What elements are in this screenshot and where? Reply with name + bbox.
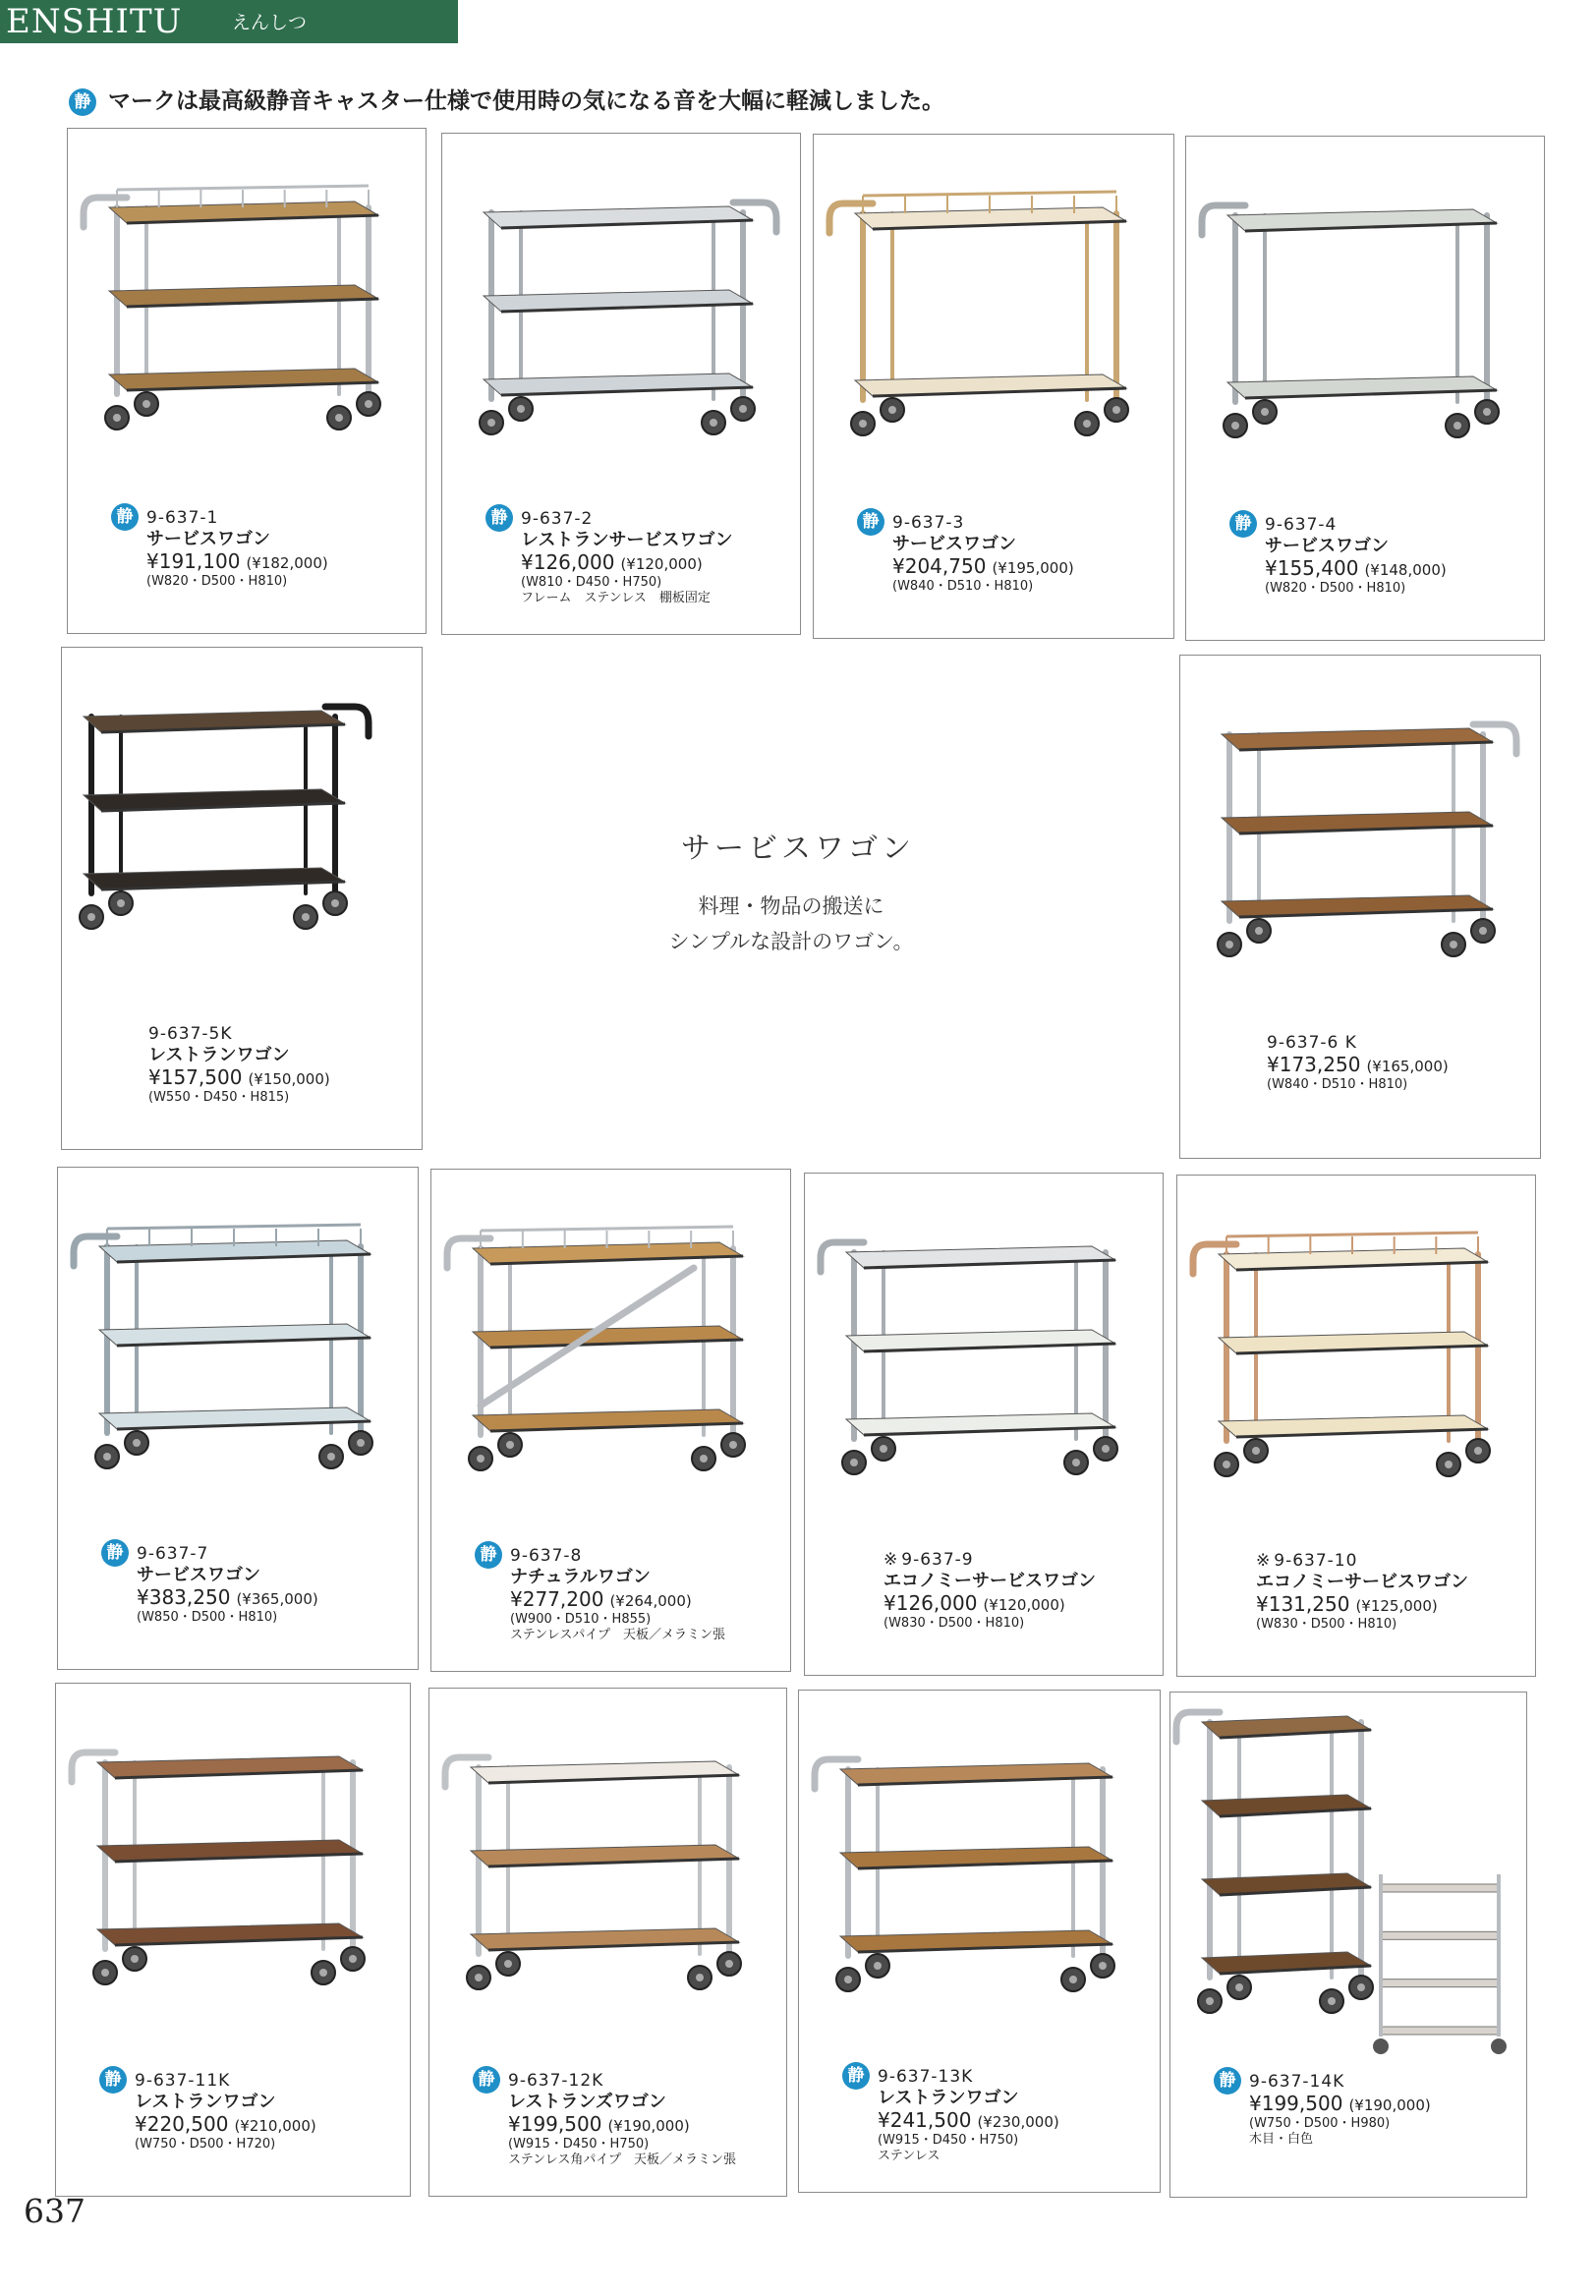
product-name: サービスワゴン [892,534,1016,554]
caster-hub [1261,408,1269,416]
caster-hub [1083,420,1091,428]
product-info [884,1549,1096,1632]
product-price-row [521,551,732,575]
product-name: レストランワゴン [148,1045,290,1065]
product-price-excl-tax: (¥210,000) [234,2117,316,2135]
product-code: 9-637-5K [148,1024,233,1044]
caster-hub [517,405,525,413]
product-card [57,1167,419,1670]
caster-hub [1328,1997,1336,2005]
caster-hub [710,419,717,427]
caster-hub [1255,927,1263,935]
caster-hub [1072,1459,1080,1466]
product-code-row [478,2070,736,2092]
caster-hub [319,1969,327,1977]
cart-illustration [1176,1712,1507,2054]
product-name: エコノミーサービスワゴン [1256,1572,1468,1592]
product-info [478,2070,736,2168]
cart-illustration [1193,1233,1490,1476]
cart-illustration [1202,205,1499,437]
product-price: ¥277,200 [510,1587,604,1611]
product-card [430,1169,791,1672]
silent-mark-icon: 静 [111,503,139,531]
mini-caster-icon [1491,2038,1507,2054]
mini-cart-shelf [1381,1931,1499,1939]
product-info [1267,1032,1449,1093]
product-code: 9-637-9 [901,1550,974,1570]
product-price-row [137,1586,318,1610]
section-title: サービスワゴン [681,832,915,866]
caster-hub [1357,1983,1365,1991]
product-info [104,2070,316,2152]
silent-mark-icon: 静 [1214,2067,1241,2095]
product-price-row [135,2113,316,2137]
product-price-excl-tax: (¥190,000) [1348,2096,1431,2114]
economy-mark: ※ [884,1550,898,1570]
caster-hub [331,899,339,907]
section-description-line-2: シンプルな設計のワゴン。 [668,930,914,953]
product-info [1234,514,1447,597]
cart-illustration [84,186,380,430]
silent-mark-icon: 静 [485,504,513,532]
product-price: ¥204,750 [892,554,987,578]
product-code: 9-637-3 [892,513,965,533]
caster-hub [874,1962,882,1970]
product-price-row [146,550,328,574]
silent-mark-icon: 静 [842,2062,870,2090]
product-info [490,508,733,606]
product-info [862,512,1074,595]
cart-illustration [815,1759,1114,1991]
product-name: レストランサービスワゴン [521,530,733,550]
product-code: 9-637-4 [1265,515,1338,535]
header-banner [0,0,458,43]
product-info [1256,1550,1468,1633]
product-code: 9-637-14K [1249,2072,1345,2092]
cart-illustration [821,1242,1117,1474]
product-price-excl-tax: (¥190,000) [607,2117,690,2135]
product-card [1185,136,1545,641]
caster-hub [133,1439,141,1447]
caster-hub [1231,422,1239,430]
economy-mark: ※ [1256,1551,1271,1571]
product-price-row [892,555,1074,579]
caster-hub [302,913,310,921]
product-price-row [1256,1593,1468,1617]
product-info [847,2066,1059,2164]
caster-hub [888,406,896,414]
cart-illustration [1218,724,1516,956]
caster-hub [131,1955,139,1963]
product-note: フレーム ステンレス 棚板固定 [521,591,711,605]
product-price: ¥157,500 [148,1065,243,1089]
silent-mark-icon: 静 [69,88,96,116]
product-name: サービスワゴン [146,529,270,549]
product-price-excl-tax: (¥150,000) [248,1070,330,1088]
product-name: エコノミーサービスワゴン [884,1571,1096,1591]
silent-mark-icon: 静 [857,508,884,536]
product-code: 9-637-2 [521,509,594,529]
caster-hub [487,419,495,427]
product-price-excl-tax: (¥195,000) [992,559,1074,577]
cart-rail [117,186,369,190]
product-dimensions: (W820・D500・H810) [146,574,288,589]
product-note: ステンレスパイプ 天板／メラミン張 [510,1628,725,1642]
product-card [61,647,423,1150]
product-price: ¥199,500 [508,2112,602,2136]
product-dimensions: (W750・D500・H980) [1249,2116,1391,2131]
product-price: ¥173,250 [1267,1053,1361,1076]
product-dimensions: (W850・D500・H810) [137,1610,278,1625]
silent-mark-icon: 静 [473,2066,500,2094]
product-code: 9-637-10 [1274,1551,1358,1571]
product-price: ¥126,000 [521,550,615,574]
cart-illustration [480,202,776,434]
product-code: 9-637-7 [137,1544,209,1564]
silent-caster-notice [69,83,944,116]
notice-text: マークは最高級静音キャスター仕様で使用時の気になる音を大幅に軽減しました。 [108,88,945,114]
product-note: ステンレス角パイプ 天板／メラミン張 [508,2152,736,2167]
product-note: ステンレス [878,2149,940,2163]
caster-hub [1112,406,1120,414]
product-price-excl-tax: (¥264,000) [609,1592,692,1610]
product-price-row [148,1066,330,1090]
product-dimensions: (W915・D450・H750) [878,2133,1019,2148]
cart-rail [1226,1233,1478,1236]
product-dimensions: (W820・D500・H810) [1265,581,1406,596]
silent-mark-icon: 静 [475,1541,502,1569]
section-description [658,889,924,959]
product-code-row [148,1023,330,1045]
product-code-row [106,1543,318,1565]
caster-hub [1445,1461,1453,1468]
cart-rail [107,1225,361,1229]
page-number: 637 [24,2192,86,2230]
product-code-row [116,507,328,529]
caster-hub [113,414,121,422]
product-card [798,1690,1161,2193]
product-price-row [1267,1054,1449,1077]
product-price-excl-tax: (¥182,000) [246,554,328,572]
cart-illustration [72,1752,365,1984]
silent-mark-icon: 静 [99,2066,127,2094]
caster-hub [1450,941,1457,948]
product-info [1219,2071,1431,2148]
caster-hub [87,913,95,921]
mini-caster-icon [1373,2038,1389,2054]
product-note: 木目・白色 [1249,2132,1314,2147]
caster-hub [142,400,150,408]
product-card [67,128,427,634]
caster-hub [1479,927,1487,935]
cart-illustration [80,707,369,929]
product-name: レストランワゴン [878,2088,1019,2108]
product-price-excl-tax: (¥120,000) [983,1596,1065,1614]
product-name: サービスワゴン [137,1565,260,1585]
product-code-row [1256,1550,1468,1572]
caster-hub [729,1441,737,1449]
product-code-row [884,1549,1096,1571]
product-code: 9-637-13K [878,2067,974,2087]
product-dimensions: (W840・D510・H810) [892,579,1034,594]
product-price: ¥383,250 [137,1585,231,1609]
product-price: ¥199,500 [1249,2092,1343,2115]
product-card [813,134,1174,639]
caster-hub [1223,1461,1230,1468]
product-card [428,1688,787,2197]
product-code-row [1234,514,1447,536]
product-info [106,1543,318,1626]
product-info [480,1545,725,1643]
product-info [148,1023,330,1106]
mini-cart-shelf [1381,1884,1499,1892]
mini-cart-shelf [1381,2027,1499,2035]
cart-illustration [74,1225,372,1468]
product-price-row [1249,2093,1431,2116]
product-dimensions: (W900・D510・H855) [510,1612,652,1627]
product-code: 9-637-11K [135,2071,231,2091]
product-code-row [104,2070,316,2092]
cart-rail [481,1227,733,1231]
caster-hub [859,420,867,428]
product-dimensions: (W915・D450・H750) [508,2137,650,2152]
product-dimensions: (W840・D510・H810) [1267,1077,1408,1092]
caster-hub [504,1960,512,1968]
mini-cart-shelf [1381,1980,1499,1987]
product-card [1179,655,1541,1159]
caster-hub [475,1974,483,1981]
caster-hub [1483,408,1491,416]
product-price-row [508,2113,736,2137]
caster-hub [1252,1447,1260,1455]
caster-hub [880,1445,887,1453]
caster-hub [335,414,343,422]
caster-hub [349,1955,357,1963]
product-dimensions: (W750・D500・H720) [135,2137,276,2152]
product-card [55,1683,411,2197]
caster-hub [117,899,125,907]
product-dimensions: (W830・D500・H810) [1256,1617,1397,1632]
product-dimensions: (W550・D450・H815) [148,1090,290,1105]
product-code: 9-637-6 K [1267,1033,1357,1053]
product-code: 9-637-12K [508,2071,604,2091]
caster-hub [1102,1445,1110,1453]
section-description-line-1: 料理・物品の搬送に [698,894,884,918]
product-price: ¥220,500 [135,2112,229,2136]
product-card [441,133,801,635]
caster-hub [696,1974,704,1981]
product-dimensions: (W830・D500・H810) [884,1616,1025,1631]
product-card [1169,1692,1527,2198]
product-price: ¥131,250 [1256,1592,1350,1616]
product-card [804,1173,1164,1676]
caster-hub [739,405,747,413]
silent-mark-icon: 静 [1229,510,1257,538]
product-code: 9-637-8 [510,1546,583,1566]
product-price-excl-tax: (¥148,000) [1364,561,1447,579]
product-price: ¥155,400 [1265,556,1359,580]
caster-hub [506,1441,514,1449]
cart-illustration [447,1227,745,1470]
silent-mark-icon: 静 [101,1539,129,1567]
product-code-row [1219,2071,1431,2093]
caster-hub [103,1453,111,1461]
caster-hub [844,1976,852,1983]
product-price: ¥241,500 [878,2108,972,2132]
product-card [1176,1175,1536,1677]
product-price-row [878,2109,1059,2133]
caster-hub [850,1459,858,1466]
product-code-row [847,2066,1059,2088]
cart-illustration [829,192,1128,435]
cart-illustration [445,1757,741,1989]
product-price: ¥126,000 [884,1591,978,1615]
product-name: レストランワゴン [135,2092,276,2112]
product-price-row [510,1588,725,1612]
product-price-excl-tax: (¥120,000) [620,555,703,573]
caster-hub [1235,1983,1243,1991]
caster-hub [1226,941,1233,948]
product-name: ナチュラルワゴン [510,1567,651,1587]
caster-hub [1069,1976,1077,1983]
caster-hub [700,1455,708,1463]
caster-hub [1454,422,1461,430]
brand-kana: えんしつ [232,12,308,33]
caster-hub [357,1439,365,1447]
product-price: ¥191,100 [146,549,241,573]
product-code-row [862,512,1074,534]
product-price-excl-tax: (¥365,000) [236,1590,318,1608]
caster-hub [725,1960,733,1968]
cart-rail [863,192,1116,196]
product-price-excl-tax: (¥230,000) [977,2113,1059,2131]
product-code-row [480,1545,725,1567]
product-code-row [490,508,732,530]
caster-hub [477,1455,484,1463]
product-code: 9-637-1 [146,508,219,528]
product-name: サービスワゴン [1265,536,1389,556]
product-dimensions: (W810・D450・H750) [521,575,662,590]
product-price-excl-tax: (¥125,000) [1355,1597,1438,1615]
caster-hub [101,1969,109,1977]
caster-hub [1206,1997,1214,2005]
caster-hub [1474,1447,1482,1455]
product-name: レストランズワゴン [508,2092,666,2112]
caster-hub [365,400,372,408]
caster-hub [1099,1962,1107,1970]
caster-hub [327,1453,335,1461]
product-price-row [884,1592,1096,1616]
product-code-row [1267,1032,1449,1054]
product-info [116,507,328,590]
brand-logo: ENSHITU [6,2,183,41]
product-price-excl-tax: (¥165,000) [1366,1058,1449,1075]
product-price-row [1265,557,1447,581]
